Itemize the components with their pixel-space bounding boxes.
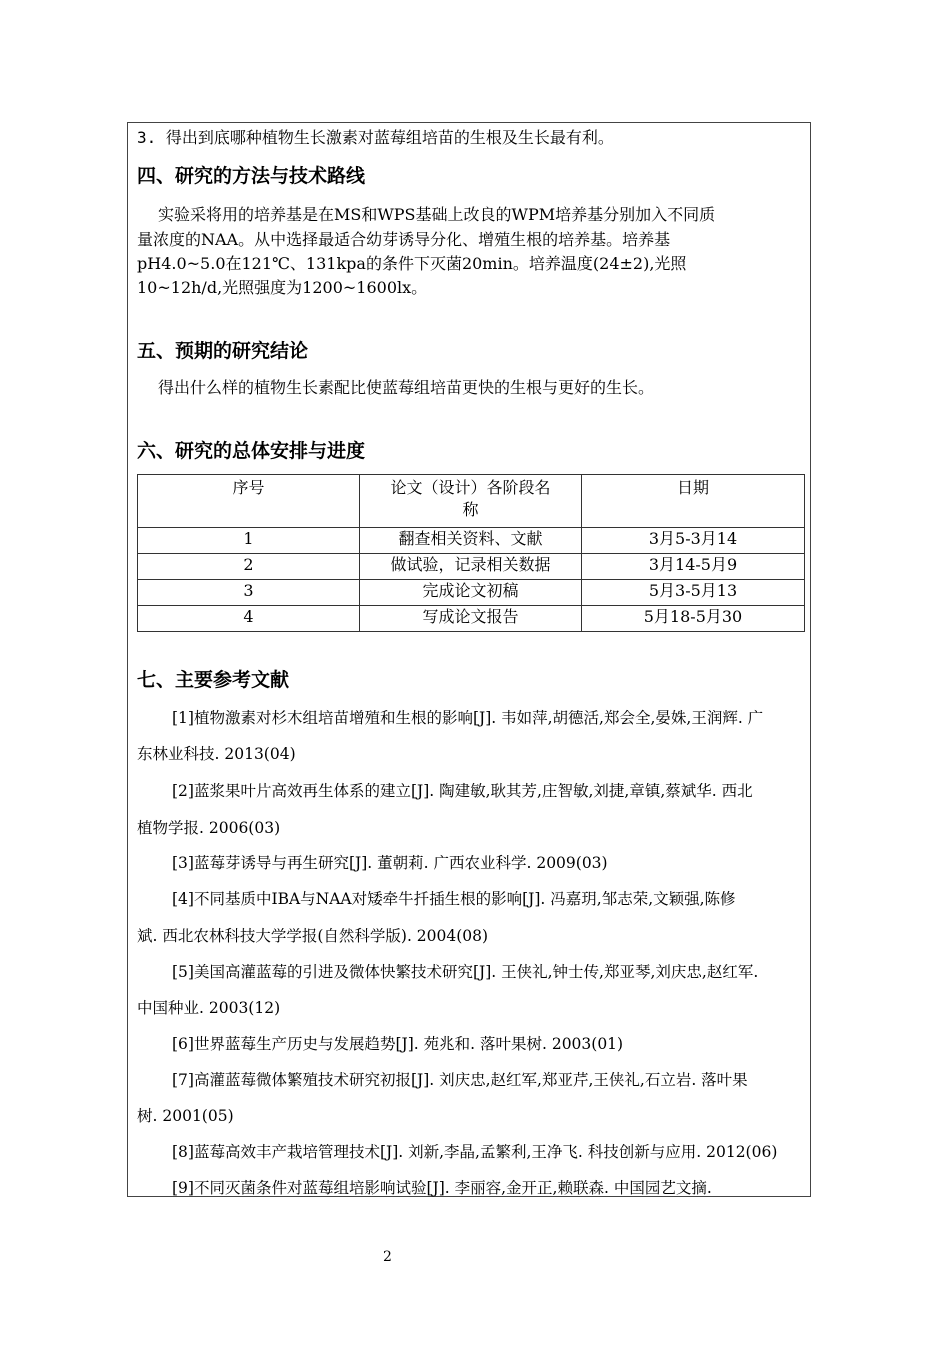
- reference-line: [7]高灌蓝莓微体繁殖技术研究初报[J]. 刘庆忠,赵红军,郑亚芹,王侠礼,石立岩. 落叶果: [172, 1071, 748, 1089]
- intro-line: 3. 得出到底哪种植物生长激素对蓝莓组培苗的生根及生长最有利。: [137, 128, 614, 147]
- section7-heading: 七、主要参考文献: [137, 669, 290, 691]
- cell-stage: 完成论文初稿: [360, 580, 582, 606]
- reference-line: [3]蓝莓芽诱导与再生研究[J]. 董朝莉. 广西农业科学. 2009(03): [172, 854, 608, 872]
- section6-heading: 六、研究的总体安排与进度: [137, 440, 366, 462]
- section4-heading: 四、研究的方法与技术路线: [137, 165, 366, 187]
- cell-stage: 翻查相关资料、文献: [360, 528, 582, 554]
- cell-date: 3月14-5月9: [582, 554, 805, 580]
- reference-line: [5]美国高灌蓝莓的引进及微体快繁技术研究[J]. 王侠礼,钟士传,郑亚琴,刘庆忠,赵红军.: [172, 963, 759, 981]
- header-no: 序号: [138, 475, 360, 528]
- reference-line: 植物学报. 2006(03): [137, 819, 281, 837]
- cell-stage: 写成论文报告: [360, 606, 582, 632]
- cell-no: 4: [138, 606, 360, 632]
- table-row: [138, 528, 805, 554]
- table-header-row: [138, 475, 805, 528]
- section5-heading: 五、预期的研究结论: [137, 340, 309, 362]
- reference-line: [2]蓝浆果叶片高效再生体系的建立[J]. 陶建敏,耿其芳,庄智敏,刘捷,章镇,蔡斌华. 西北: [172, 782, 753, 800]
- reference-line: [6]世界蓝莓生产历史与发展趋势[J]. 苑兆和. 落叶果树. 2003(01): [172, 1035, 624, 1053]
- table-row: [138, 554, 805, 580]
- reference-line: 斌. 西北农林科技大学学报(自然科学版). 2004(08): [137, 927, 489, 945]
- table-row: [138, 606, 805, 632]
- reference-line: 树. 2001(05): [137, 1107, 234, 1125]
- reference-line: [1]植物激素对杉木组培苗增殖和生根的影响[J]. 韦如萍,胡德活,郑会全,晏姝,王润辉. 广: [172, 709, 764, 727]
- reference-line: [8]蓝莓高效丰产栽培管理技术[J]. 刘新,李晶,孟繁利,王净飞. 科技创新与应用. 2012(06): [172, 1143, 778, 1161]
- cell-date: 3月5-3月14: [582, 528, 805, 554]
- table-row: [138, 580, 805, 606]
- cell-no: 2: [138, 554, 360, 580]
- section4-line: 10~12h/d,光照强度为1200~1600lx。: [137, 278, 428, 297]
- schedule-table: [137, 474, 805, 632]
- reference-line: [9]不同灭菌条件对蓝莓组培影响试验[J]. 李丽容,金开正,赖联森. 中国园艺文摘.: [172, 1179, 712, 1197]
- section5-text: 得出什么样的植物生长素配比使蓝莓组培苗更快的生根与更好的生长。: [158, 378, 655, 397]
- section4-line: pH4.0~5.0在121℃、131kpa的条件下灭菌20min。培养温度(24±2),光照: [137, 254, 687, 273]
- cell-no: 1: [138, 528, 360, 554]
- section4-line: 实验采将用的培养基是在MS和WPS基础上改良的WPM培养基分别加入不同质: [158, 205, 716, 224]
- header-stage: [360, 475, 582, 528]
- cell-no: 3: [138, 580, 360, 606]
- reference-line: 东林业科技. 2013(04): [137, 745, 296, 763]
- reference-line: [4]不同基质中IBA与NAA对矮牵牛扦插生根的影响[J]. 冯嘉玥,邹志荣,文颖强,陈修: [172, 890, 736, 908]
- reference-line: 中国种业. 2003(12): [137, 999, 281, 1017]
- header-stage-line1: 论文（设计）各阶段名: [390, 478, 551, 497]
- cell-date: 5月18-5月30: [582, 606, 805, 632]
- cell-stage: 做试验，记录相关数据: [360, 554, 582, 580]
- section4-line: 量浓度的NAA。从中选择最适合幼芽诱导分化、增殖生根的培养基。培养基: [137, 230, 671, 249]
- header-date: 日期: [582, 475, 805, 528]
- cell-date: 5月3-5月13: [582, 580, 805, 606]
- page-number: 2: [383, 1249, 392, 1265]
- header-stage-line2: 称: [462, 500, 479, 519]
